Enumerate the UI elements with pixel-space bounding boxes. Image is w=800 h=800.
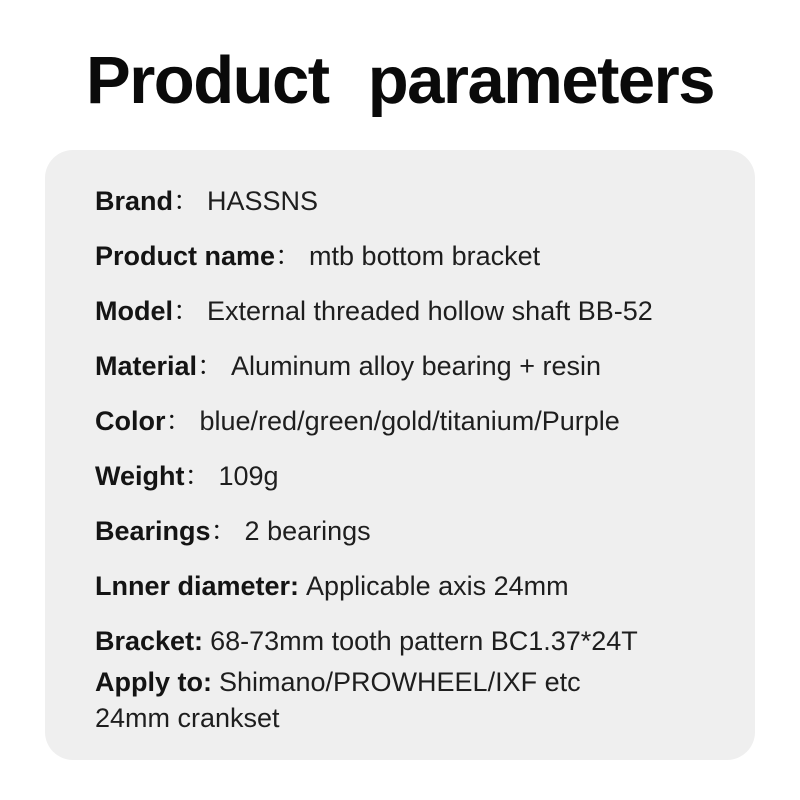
spec-value: Aluminum alloy bearing + resin: [231, 351, 601, 381]
spec-line: [95, 664, 705, 700]
spec-label: Material: [95, 351, 198, 381]
spec-separator: ：: [197, 351, 225, 381]
spec-value-line2: 24mm crankset: [95, 703, 280, 733]
spec-value: HASSNS: [207, 186, 319, 216]
spec-value: Applicable axis 24mm: [306, 571, 569, 601]
spec-label: Model: [95, 296, 173, 326]
spec-value: External threaded hollow shaft BB-52: [207, 296, 653, 326]
spec-separator: ：: [210, 516, 238, 546]
spec-card: [45, 150, 755, 760]
spec-label: Bearings: [95, 516, 211, 546]
spec-separator: ：: [275, 241, 303, 271]
spec-row-model: [95, 294, 705, 328]
spec-row-product-name: [95, 239, 705, 273]
spec-label: Apply to:: [95, 667, 212, 697]
spec-label: Bracket:: [95, 626, 204, 656]
spec-row-material: [95, 349, 705, 383]
spec-separator: ：: [173, 186, 201, 216]
spec-label: Lnner diameter:: [95, 571, 300, 601]
spec-label: Product name: [95, 241, 276, 271]
spec-row-brand: [95, 184, 705, 218]
spec-value: 109g: [218, 461, 279, 491]
spec-row-inner-diameter: [95, 569, 705, 603]
page-title: Product parameters: [86, 43, 714, 118]
spec-label: Brand: [95, 186, 174, 216]
spec-row-color: [95, 404, 705, 438]
spec-label: Color: [95, 406, 166, 436]
spec-label: Weight: [95, 461, 185, 491]
spec-row-bracket: [95, 624, 705, 658]
spec-separator: ：: [165, 406, 193, 436]
spec-separator: ：: [173, 296, 200, 326]
spec-row-weight: [95, 459, 705, 493]
spec-separator: ：: [184, 461, 212, 491]
spec-row-apply-to: [95, 664, 705, 736]
spec-value: 68-73mm tooth pattern BC1.37*24T: [210, 626, 638, 656]
spec-value: Shimano/PROWHEEL/IXF etc: [218, 667, 581, 697]
spec-value: 2 bearings: [244, 516, 371, 546]
spec-value: mtb bottom bracket: [309, 241, 541, 271]
spec-row-bearings: [95, 514, 705, 548]
spec-value: blue/red/green/gold/titanium/Purple: [199, 406, 620, 436]
